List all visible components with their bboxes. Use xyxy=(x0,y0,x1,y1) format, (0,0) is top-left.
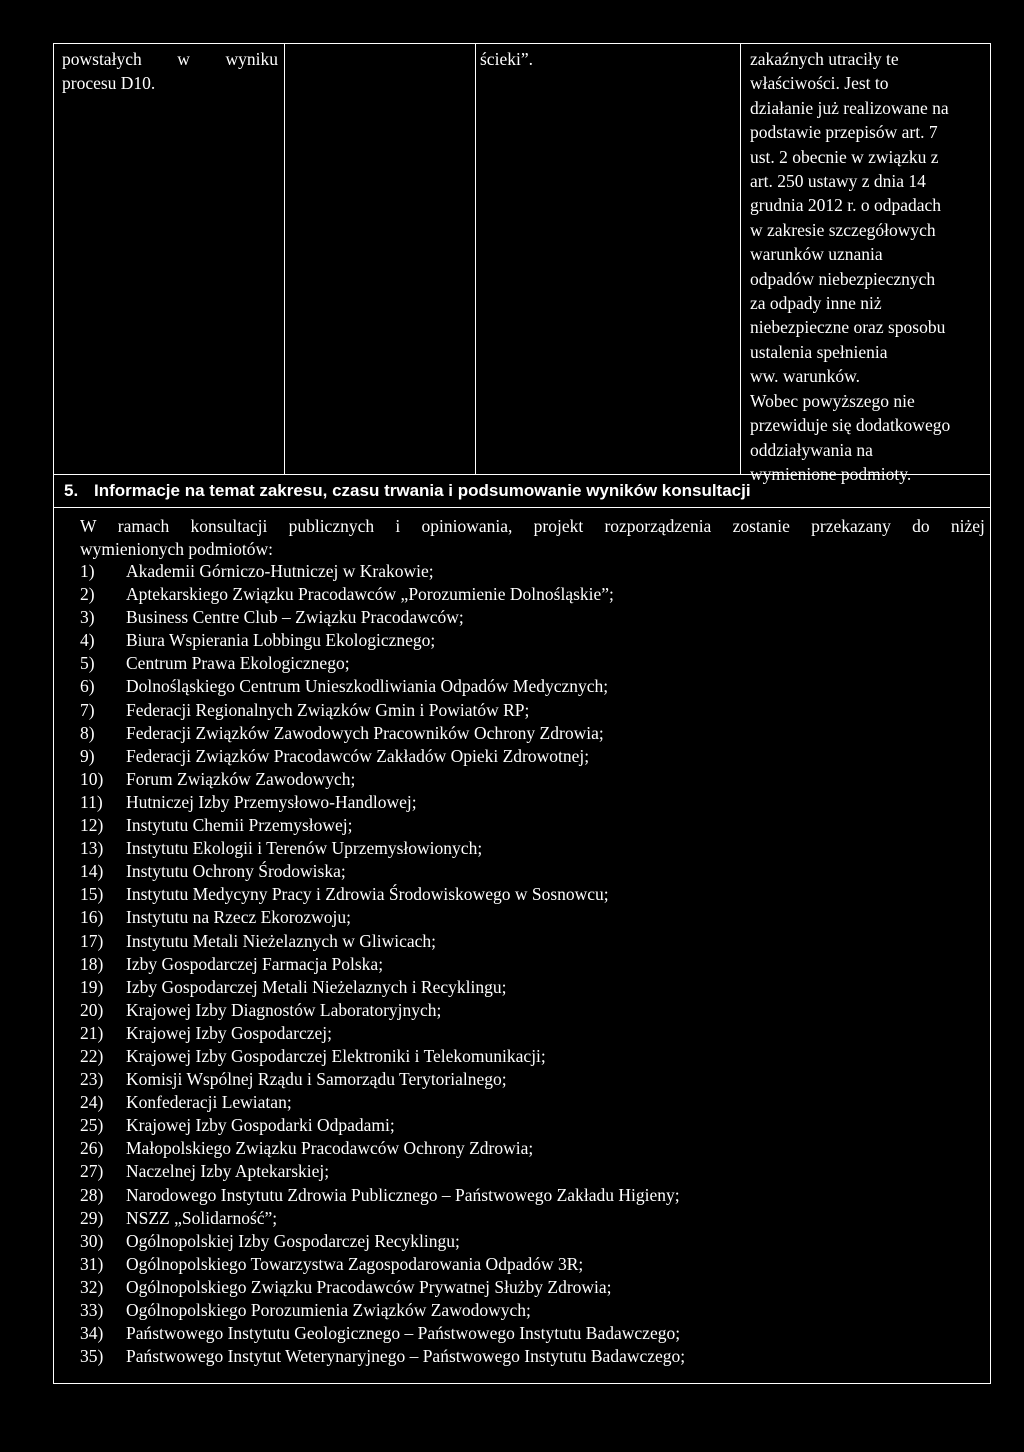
list-item xyxy=(80,1091,985,1114)
list-item-text: Federacji Związków Zawodowych Pracowników Ochrony Zdrowia; xyxy=(126,722,604,743)
list-item-number: 30) xyxy=(80,1230,104,1251)
list-item xyxy=(80,699,985,722)
list-item xyxy=(80,1322,985,1345)
list-item-number: 27) xyxy=(80,1161,104,1182)
consulted-entities-list xyxy=(80,560,985,1368)
list-item xyxy=(80,1160,985,1183)
list-item-number: 8) xyxy=(80,722,95,743)
list-item xyxy=(80,1207,985,1230)
list-item-text: Izby Gospodarczej Farmacja Polska; xyxy=(126,953,384,974)
section-intro xyxy=(80,515,985,561)
list-item-number: 31) xyxy=(80,1253,104,1274)
list-item-text: Narodowego Instytutu Zdrowia Publicznego – Państwowego Zakładu Higieny; xyxy=(126,1184,680,1205)
list-item-text: Forum Związków Zawodowych; xyxy=(126,768,356,789)
cell-line: ust. 2 obecnie w związku z xyxy=(750,146,939,167)
list-item xyxy=(80,999,985,1022)
list-item-number: 5) xyxy=(80,653,95,674)
list-item xyxy=(80,1114,985,1137)
list-item xyxy=(80,1253,985,1276)
cell-word: wyniku xyxy=(225,49,278,69)
list-item xyxy=(80,1137,985,1160)
cell-line: odpadów niebezpiecznych xyxy=(750,268,936,289)
list-item-text: Małopolskiego Związku Pracodawców Ochrony Zdrowia; xyxy=(126,1138,534,1159)
intro-word: przekazany xyxy=(811,516,891,536)
list-item-number: 6) xyxy=(80,676,95,697)
list-item-text: Państwowego Instytut Weterynaryjnego – Państwowego Instytutu Badawczego; xyxy=(126,1346,686,1367)
cell-line: wymienione podmioty. xyxy=(750,463,912,484)
list-item xyxy=(80,606,985,629)
table-cell-col1 xyxy=(62,47,278,96)
list-item xyxy=(80,860,985,883)
list-item-text: Konfederacji Lewiatan; xyxy=(126,1092,292,1113)
list-item xyxy=(80,1345,985,1368)
list-item-text: NSZZ „Solidarność”; xyxy=(126,1207,278,1228)
list-item xyxy=(80,652,985,675)
list-item-text: Naczelnej Izby Aptekarskiej; xyxy=(126,1161,330,1182)
list-item-number: 33) xyxy=(80,1300,104,1320)
list-item xyxy=(80,560,985,583)
list-item-number: 12) xyxy=(80,815,104,836)
list-item xyxy=(80,583,985,606)
table-cell-col4 xyxy=(750,47,986,486)
list-item xyxy=(80,906,985,929)
column-divider xyxy=(475,43,476,475)
list-item-text: Izby Gospodarczej Metali Nieżelaznych i Recyklingu; xyxy=(126,976,507,997)
list-item-text: Business Centre Club – Związku Pracodawców; xyxy=(126,607,464,628)
list-item-number: 11) xyxy=(80,791,103,812)
list-item-text: Ogólnopolskiego Związku Pracodawców Prywatnej Służby Zdrowia; xyxy=(126,1276,612,1297)
list-item xyxy=(80,722,985,745)
intro-word: projekt xyxy=(533,516,584,536)
list-item-text: Hutniczej Izby Przemysłowo-Handlowej; xyxy=(126,791,417,812)
list-item xyxy=(80,976,985,999)
cell-line: ww. warunków. xyxy=(750,366,860,387)
row-divider xyxy=(53,507,991,508)
list-item-number: 23) xyxy=(80,1069,104,1090)
list-item xyxy=(80,768,985,791)
list-item-text: Komisji Wspólnej Rządu i Samorządu Terytorialnego; xyxy=(126,1069,507,1090)
section-heading xyxy=(64,480,751,502)
list-item xyxy=(80,1022,985,1045)
intro-word: opiniowania, xyxy=(421,516,513,536)
cell-line: oddziaływania na xyxy=(750,439,873,460)
list-item-text: Aptekarskiego Związku Pracodawców „Porozumienie Dolnośląskie”; xyxy=(126,584,614,605)
list-item-text: Instytutu Metali Nieżelaznych w Gliwicach; xyxy=(126,930,437,951)
cell-line: grudnia 2012 r. o odpadach xyxy=(750,195,941,216)
list-item xyxy=(80,930,985,953)
list-item xyxy=(80,1068,985,1091)
intro-word: rozporządzenia xyxy=(604,516,712,536)
list-item-text: Dolnośląskiego Centrum Unieszkodliwiania Odpadów Medycznych; xyxy=(126,676,609,697)
list-item xyxy=(80,675,985,698)
cell-line: niebezpieczne oraz sposobu xyxy=(750,317,946,338)
list-item-text: Krajowej Izby Gospodarczej Elektroniki i Telekomunikacji; xyxy=(126,1045,546,1066)
list-item-text: Instytutu Ekologii i Terenów Uprzemysłowionych; xyxy=(126,838,483,859)
list-item-number: 28) xyxy=(80,1184,104,1205)
intro-line xyxy=(80,515,985,538)
list-item xyxy=(80,953,985,976)
cell-line: warunków uznania xyxy=(750,244,883,265)
list-item-number: 21) xyxy=(80,1022,104,1043)
cell-line: ustalenia spełnienia xyxy=(750,341,888,362)
list-item xyxy=(80,883,985,906)
cell-line: podstawie przepisów art. 7 xyxy=(750,122,938,143)
cell-line: procesu D10. xyxy=(62,73,156,94)
list-item-number: 35) xyxy=(80,1346,104,1367)
column-divider xyxy=(740,43,741,475)
list-item-text: Ogólnopolskiego Towarzystwa Zagospodarowania Odpadów 3R; xyxy=(126,1253,584,1274)
list-item-text: Instytutu na Rzecz Ekorozwoju; xyxy=(126,907,352,928)
cell-line: właściwości. Jest to xyxy=(750,73,889,94)
cell-line: w zakresie szczegółowych xyxy=(750,219,936,240)
list-item-text: Krajowej Izby Gospodarki Odpadami; xyxy=(126,1115,395,1136)
intro-word: publicznych xyxy=(288,516,375,536)
list-item xyxy=(80,1230,985,1253)
list-item-text: Instytutu Medycyny Pracy i Zdrowia Środowiskowego w Sosnowcu; xyxy=(126,884,609,905)
list-item xyxy=(80,1276,985,1299)
list-item-text: Ogólnopolskiej Izby Gospodarczej Recyklingu; xyxy=(126,1230,460,1251)
list-item-number: 32) xyxy=(80,1276,104,1297)
list-item-number: 19) xyxy=(80,976,104,997)
list-item xyxy=(80,1299,985,1322)
list-item-text: Ogólnopolskiego Porozumienia Związków Zawodowych; xyxy=(126,1300,531,1320)
list-item-number: 18) xyxy=(80,953,104,974)
list-item-number: 10) xyxy=(80,768,104,789)
list-item-text: Instytutu Chemii Przemysłowej; xyxy=(126,815,353,836)
list-item xyxy=(80,814,985,837)
intro-line: wymienionych podmiotów: xyxy=(80,539,273,559)
list-item-number: 26) xyxy=(80,1138,104,1159)
list-item-number: 34) xyxy=(80,1323,104,1344)
list-item-number: 17) xyxy=(80,930,104,951)
list-item-text: Instytutu Ochrony Środowiska; xyxy=(126,861,346,882)
list-item-text: Krajowej Izby Diagnostów Laboratoryjnych; xyxy=(126,999,442,1020)
list-item xyxy=(80,629,985,652)
column-divider xyxy=(284,43,285,475)
list-item-number: 1) xyxy=(80,561,95,581)
list-item-text: Centrum Prawa Ekologicznego; xyxy=(126,653,350,674)
list-item-text: Państwowego Instytutu Geologicznego – Państwowego Instytutu Badawczego; xyxy=(126,1323,681,1344)
list-item-number: 29) xyxy=(80,1207,104,1228)
list-item-number: 22) xyxy=(80,1045,104,1066)
list-item-number: 4) xyxy=(80,630,95,651)
list-item xyxy=(80,1184,985,1207)
list-item-text: Biura Wspierania Lobbingu Ekologicznego; xyxy=(126,630,436,651)
list-item xyxy=(80,1045,985,1068)
intro-word: niżej xyxy=(950,516,985,536)
intro-word: ramach xyxy=(117,516,170,536)
section-title: Informacje na temat zakresu, czasu trwania i podsumowanie wyników konsultacji xyxy=(94,481,751,500)
list-item-number: 7) xyxy=(80,699,95,720)
cell-line: za odpady inne niż xyxy=(750,293,882,314)
cell-line: Wobec powyższego nie xyxy=(750,390,915,411)
list-item-number: 24) xyxy=(80,1092,104,1113)
cell-line: art. 250 ustawy z dnia 14 xyxy=(750,171,926,192)
list-item-number: 14) xyxy=(80,861,104,882)
list-item-text: Federacji Regionalnych Związków Gmin i Powiatów RP; xyxy=(126,699,530,720)
intro-word: W xyxy=(80,516,97,536)
section-number: 5. xyxy=(64,481,79,500)
list-item-number: 20) xyxy=(80,999,104,1020)
cell-line: zakaźnych utraciły te xyxy=(750,49,899,69)
list-item-number: 2) xyxy=(80,584,95,605)
list-item-number: 15) xyxy=(80,884,104,905)
cell-word: w xyxy=(177,49,190,69)
cell-line: przewiduje się dodatkowego xyxy=(750,415,951,436)
cell-line: działanie już realizowane na xyxy=(750,97,949,118)
list-item-number: 13) xyxy=(80,838,104,859)
cell-word: powstałych xyxy=(62,49,142,69)
intro-word: zostanie xyxy=(732,516,790,536)
list-item-number: 25) xyxy=(80,1115,104,1136)
list-item-text: Akademii Górniczo-Hutniczej w Krakowie; xyxy=(126,561,434,581)
list-item-number: 9) xyxy=(80,745,95,766)
intro-word: do xyxy=(912,516,930,536)
intro-word: konsultacji xyxy=(190,516,268,536)
list-item-text: Federacji Związków Pracodawców Zakładów Opieki Zdrowotnej; xyxy=(126,745,590,766)
list-item xyxy=(80,791,985,814)
cell-text: ścieki”. xyxy=(480,49,533,69)
list-item-number: 3) xyxy=(80,607,95,628)
table-cell-col3 xyxy=(480,47,720,71)
list-item xyxy=(80,837,985,860)
list-item-text: Krajowej Izby Gospodarczej; xyxy=(126,1022,333,1043)
list-item xyxy=(80,745,985,768)
intro-word: i xyxy=(395,516,401,536)
list-item-number: 16) xyxy=(80,907,104,928)
